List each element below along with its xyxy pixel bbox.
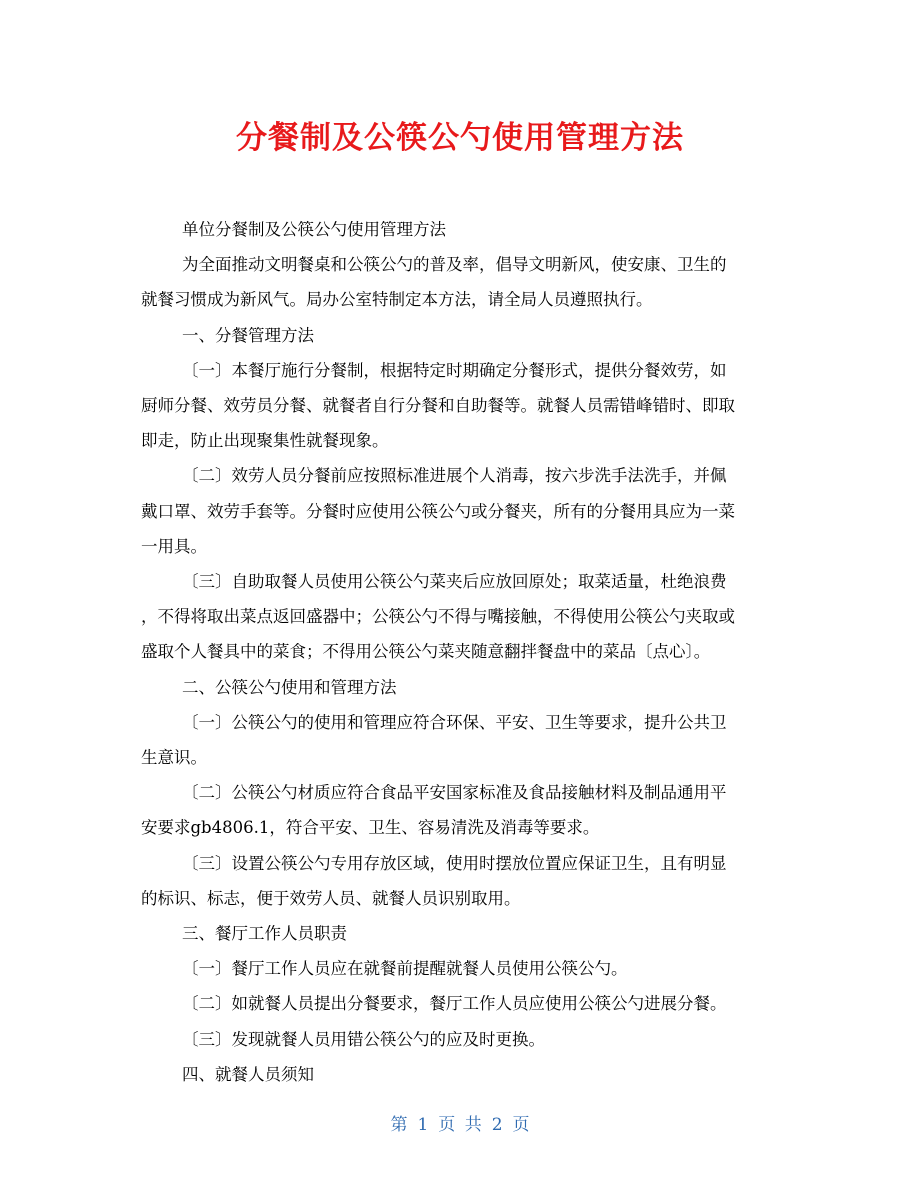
paragraph — [141, 564, 787, 670]
paragraph — [141, 916, 787, 951]
paragraph-line: 〔一〕餐厅工作人员应在就餐前提醒就餐人员使用公筷公勺。 — [182, 959, 628, 979]
paragraph-line: 〔二〕如就餐人员提出分餐要求，餐厅工作人员应使用公筷公勺进展分餐。 — [182, 994, 727, 1014]
paragraph — [141, 846, 787, 916]
paragraph — [141, 1057, 787, 1092]
paragraph — [141, 1022, 787, 1057]
paragraph — [141, 212, 787, 247]
paragraph-line: 就餐习惯成为新风气。局办公室特制定本方法，请全局人员遵照执行。 — [141, 290, 653, 310]
paragraph — [141, 353, 787, 459]
document-body — [141, 212, 787, 1092]
paragraph-line: 二、公筷公勺使用和管理方法 — [182, 677, 397, 697]
total-pages: 2 — [491, 1115, 503, 1135]
page-label-mid: 页 共 — [438, 1115, 482, 1135]
paragraph-line: 盛取个人餐具中的菜食；不得用公筷公勺菜夹随意翻拌餐盘中的菜品〔点心〕。 — [141, 642, 711, 662]
paragraph-line: 为全面推动文明餐桌和公筷公勺的普及率，倡导文明新风，使安康、卫生的 — [182, 255, 727, 275]
paragraph — [141, 318, 787, 353]
paragraph-line: ，不得将取出菜点返回盛器中；公筷公勺不得与嘴接触，不得使用公筷公勺夹取或 — [141, 607, 735, 627]
paragraph-line: 即走，防止出现聚集性就餐现象。 — [141, 431, 389, 451]
paragraph-line: 〔二〕公筷公勺材质应符合食品平安国家标准及食品接触材料及制品通用平 — [182, 783, 727, 803]
paragraph-line: 三、餐厅工作人员职责 — [182, 924, 347, 944]
paragraph — [141, 775, 787, 845]
paragraph-line: 〔三〕发现就餐人员用错公筷公勺的应及时更换。 — [182, 1029, 545, 1049]
paragraph-line: 〔一〕公筷公勺的使用和管理应符合环保、平安、卫生等要求，提升公共卫 — [182, 712, 727, 732]
page-label-suffix: 页 — [512, 1115, 530, 1135]
paragraph-line: 一用具。 — [141, 536, 207, 556]
paragraph-line: 〔三〕设置公筷公勺专用存放区域，使用时摆放位置应保证卫生，且有明显 — [182, 853, 727, 873]
paragraph — [141, 986, 787, 1021]
page-footer — [0, 1113, 920, 1137]
paragraph-line: 的标识、标志，便于效劳人员、就餐人员识别取用。 — [141, 888, 521, 908]
paragraph-line: 〔三〕自助取餐人员使用公筷公勺菜夹后应放回原处；取菜适量，杜绝浪费 — [182, 572, 727, 592]
paragraph-line: 安要求gb4806.1，符合平安、卫生、容易清洗及消毒等要求。 — [141, 818, 600, 838]
paragraph — [141, 705, 787, 775]
paragraph-line: 厨师分餐、效劳员分餐、就餐者自行分餐和自助餐等。就餐人员需错峰错时、即取 — [141, 396, 735, 416]
page-number: 1 — [417, 1115, 429, 1135]
paragraph-line: 生意识。 — [141, 748, 207, 768]
document-title: 分餐制及公筷公勺使用管理方法 — [236, 120, 684, 156]
paragraph-line: 戴口罩、效劳手套等。分餐时应使用公筷公勺或分餐夹，所有的分餐用具应为一菜 — [141, 501, 735, 521]
page-label-prefix: 第 — [390, 1115, 408, 1135]
paragraph-line: 一、分餐管理方法 — [182, 325, 314, 345]
paragraph — [141, 247, 787, 317]
paragraph — [141, 670, 787, 705]
paragraph-line: 〔二〕效劳人员分餐前应按照标准进展个人消毒，按六步洗手法洗手，并佩 — [182, 466, 727, 486]
paragraph-line: 四、就餐人员须知 — [182, 1064, 314, 1084]
paragraph — [141, 951, 787, 986]
paragraph-line: 〔一〕本餐厅施行分餐制，根据特定时期确定分餐形式，提供分餐效劳，如 — [182, 360, 727, 380]
paragraph-line: 单位分餐制及公筷公勺使用管理方法 — [182, 220, 446, 239]
paragraph — [141, 458, 787, 564]
